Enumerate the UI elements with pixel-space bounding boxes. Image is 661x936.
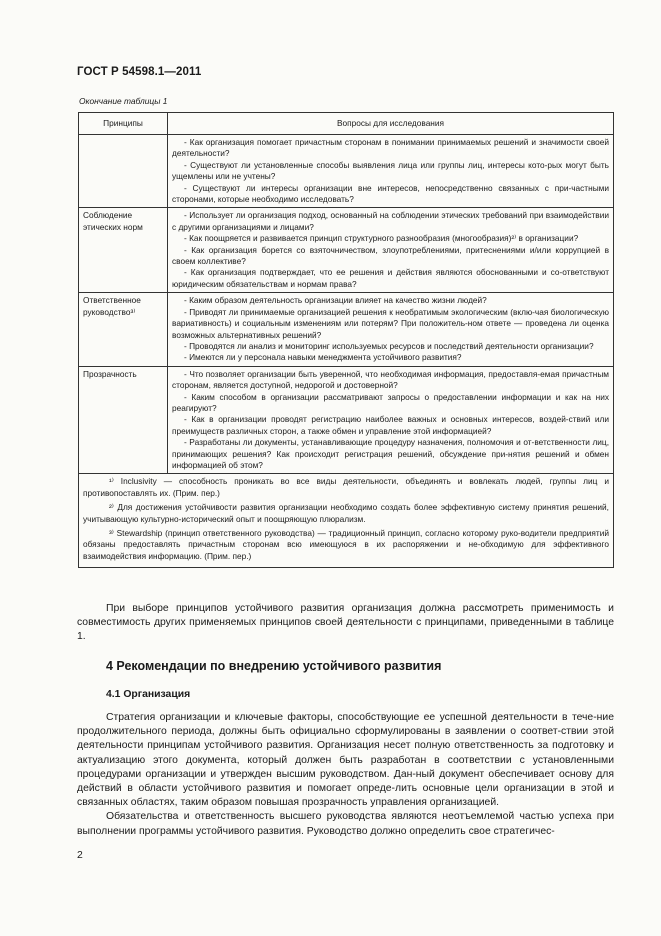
- body-paragraph: При выборе принципов устойчивого развития организация должна рассмотреть применимость и совместимость других применяемых принципов своей деятельности с принципами, приведенными в таблице 1.: [77, 603, 614, 643]
- body-paragraph: Обязательства и ответственность высшего руководства являются неотъемлемой частью успеха при выполнении программы устойчивого развития. Руководство должно определить свое стратегичес-: [77, 811, 614, 837]
- question-item: - Разработаны ли документы, устанавливающие процедуру назначения, полномочия и от-ветственности лиц, принимающих решения? Как происходит регистрация решений, обсуждение при-нятия решений и обмен информацией об этом?: [172, 437, 609, 470]
- question-item: - Как поощряется и развивается принцип структурного разнообразия (многообразия)²⁾ в организации?: [184, 233, 579, 244]
- body-paragraph: Стратегия организации и ключевые факторы, способствующие ее успешной деятельности в тече-ние продолжительного периода, должны быть официально сформулированы в заявлении о соответ-ствии этой деятельности принципам устойчивого развития. Организация несет полную ответственность за подготовку и актуализацию этого документа, который должен быть разработан в соответствии с установленными процедурами организации и утвержден высшим руководством. Дан-ный документ обеспечивает основу для действий в области устойчивого развития и помогает опреде-лить основные цели организации в этой и связанных областях, таким образом повышая прозрачность управления организацией.: [77, 712, 614, 809]
- question-item: - Проводятся ли анализ и мониторинг используемых ресурсов и последствий деятельности организации?: [184, 340, 594, 351]
- question-item: - Как организация борется со взяточничеством, злоупотреблениями, притеснениями и/или коррупцией в своем коллективе?: [172, 244, 609, 267]
- questions-cell: [168, 293, 614, 366]
- section-body: [77, 711, 614, 839]
- question-item: - Как организация подтверждает, что ее решения и действия являются обоснованными и со-ответствуют юридическим обязательствам и нормам права?: [172, 267, 609, 289]
- question-item: - Как в организации проводят регистрацию наиболее важных и основных интересов, воздей-ствий или преимуществ различных сторон, а также обмен и управление этой информацией?: [172, 414, 609, 436]
- subsection-heading: 4.1 Организация: [106, 689, 191, 700]
- footnote: ³⁾ Stewardship (принцип ответственного руководства) — традиционный принцип, согласно которому руко-водители предприятий обязаны предоставлять причастным сторонам всю имеющуюся в их распоряжении и не-обходимую для эффективного взаимодействия информацию. (Прим. пер.): [83, 528, 609, 561]
- footnote: ¹⁾ Inclusivity — способность проникать во все виды деятельности, объединять и вовлекать людей, группы лиц и противопоставлять их. (Прим. пер.): [83, 476, 609, 498]
- table-caption: Окончание таблицы 1: [79, 96, 168, 106]
- question-item: - Существуют ли интересы организации вне интересов, непосредственно связанных с при-частными сторонами, которые необходимо исследовать?: [172, 182, 609, 205]
- column-header-questions: Вопросы для исследования: [168, 113, 614, 135]
- questions-cell: [168, 135, 614, 208]
- question-item: - Каким способом в организации рассматривают запросы о предоставлении информации и как на них реагируют?: [172, 391, 609, 413]
- table-row: [79, 366, 614, 474]
- paragraph-after-table: [77, 602, 614, 645]
- question-item: - Приводят ли принимаемые организацией решения к необратимым экологическим (вклю-чая биологическую вариативность) и социальным изменениям или потерям? При положитель-ном ответе — проведена ли оценка возможных альтернативных решений?: [172, 306, 609, 340]
- principle-cell: Ответственное руководство³⁾: [79, 293, 168, 366]
- table-row: [79, 208, 614, 293]
- table-row: [79, 293, 614, 366]
- page-number: 2: [77, 850, 83, 861]
- question-item: - Каким образом деятельность организации влияет на качество жизни людей?: [184, 295, 487, 306]
- principle-cell: Прозрачность: [79, 366, 168, 474]
- table-row: [79, 135, 614, 208]
- questions-cell: [168, 366, 614, 474]
- footnotes-row: [79, 474, 614, 568]
- question-item: - Существуют ли установленные способы выявления лица или группы лиц, интересы кото-рых могут быть ущемлены или не учтены?: [172, 159, 609, 182]
- footnotes-cell: [79, 474, 614, 568]
- footnote: ²⁾ Для достижения устойчивости развития организации необходимо создать более эффективную систему принятия решений, учитывающую культурно-исторический опыт и поощряющую плюрализм.: [83, 502, 609, 524]
- questions-cell: [168, 208, 614, 293]
- principle-cell: [79, 135, 168, 208]
- principle-cell: Соблюдение этических норм: [79, 208, 168, 293]
- document-code: ГОСТ Р 54598.1—2011: [77, 66, 202, 78]
- question-item: - Использует ли организация подход, основанный на соблюдении этических требований при взаимодействии с другими организациями и лицами?: [172, 210, 609, 232]
- question-item: - Как организация помогает причастным сторонам в понимании принимаемых решений и значимости своей деятельности?: [172, 137, 609, 159]
- section-heading: 4 Рекомендации по внедрению устойчивого развития: [106, 659, 442, 673]
- column-header-principles: Принципы: [79, 113, 168, 135]
- question-item: - Имеются ли у персонала навыки менеджмента устойчивого развития?: [184, 352, 462, 363]
- question-item: - Что позволяет организации быть уверенной, что необходимая информация, предоставля-емая причастным сторонам, является доступной, недорогой и достоверной?: [172, 368, 609, 391]
- principles-table: [78, 112, 614, 568]
